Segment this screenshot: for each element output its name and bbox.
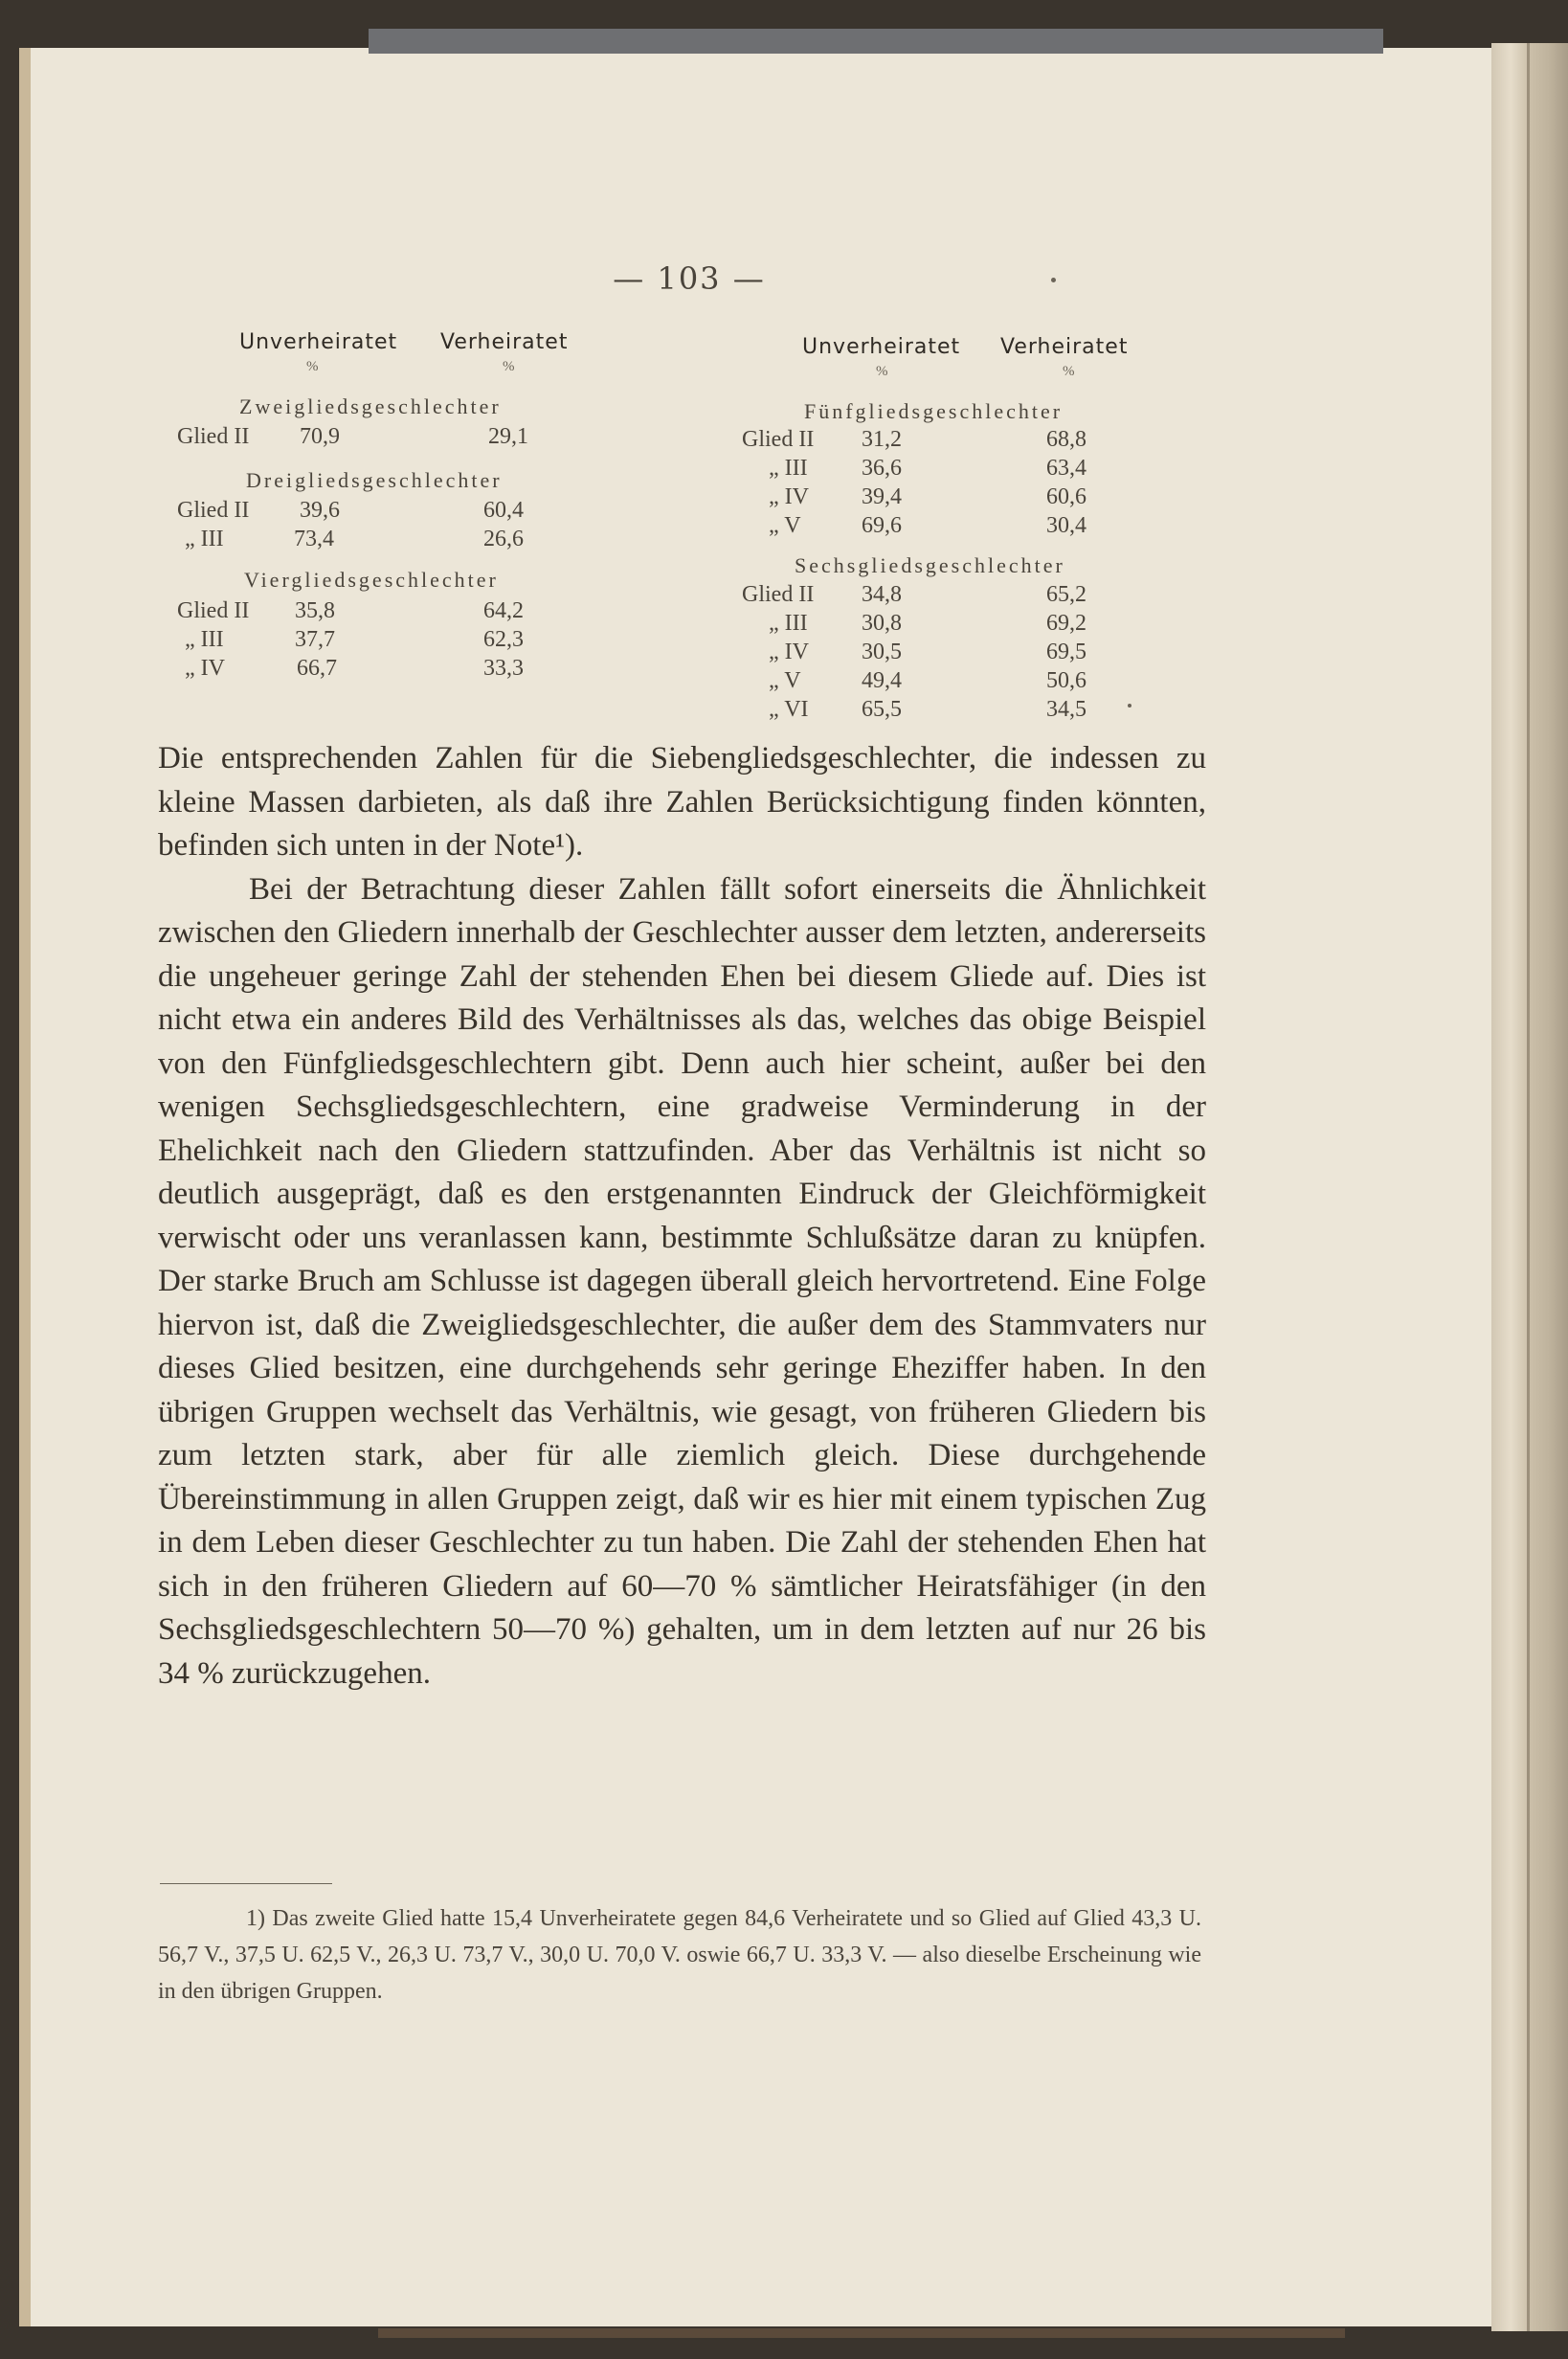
row-label: „ VI (769, 697, 809, 722)
unmarried-value: 35,8 (295, 598, 335, 623)
footnote-rule (160, 1883, 332, 1884)
page-edge-line (1527, 43, 1530, 2331)
row-label: Glied II (742, 427, 815, 452)
column-header-unmarried: Unverheiratet (239, 330, 398, 354)
married-value: 65,2 (1046, 582, 1086, 607)
row-label: „ III (185, 627, 224, 652)
body-text (158, 737, 1206, 1696)
table-row (742, 668, 1144, 697)
unmarried-value: 36,6 (862, 456, 902, 481)
column-header-married: Verheiratet (1000, 335, 1129, 359)
unmarried-value: 69,6 (862, 513, 902, 538)
table-row (742, 640, 1144, 668)
row-label: Glied II (177, 598, 250, 623)
table-row (177, 424, 560, 453)
page-number: — 103 — (613, 260, 766, 297)
table-row (177, 527, 560, 555)
percent-sign-married: % (1063, 364, 1075, 379)
row-label: „ III (185, 527, 224, 551)
married-value: 62,3 (483, 627, 524, 652)
table-row (742, 697, 1144, 726)
row-label: „ IV (769, 484, 809, 509)
married-value: 33,3 (483, 656, 524, 681)
married-value: 68,8 (1046, 427, 1086, 452)
unmarried-value: 30,8 (862, 611, 902, 636)
married-value: 34,5 (1046, 697, 1086, 722)
group-title: Sechsgliedsgeschlechter (795, 553, 1065, 577)
married-value: 60,4 (483, 498, 524, 523)
married-value: 63,4 (1046, 456, 1086, 481)
percent-sign-married: % (503, 359, 515, 374)
table-row (742, 513, 1144, 542)
bottom-scan-band (378, 2328, 1345, 2338)
ink-speck (1128, 704, 1131, 708)
married-value: 30,4 (1046, 513, 1086, 538)
row-label: Glied II (742, 582, 815, 607)
row-label: „ IV (769, 640, 809, 664)
paragraph: Die entsprechenden Zahlen für die Siebengliedsgeschlechter, die indessen zu kleine Massen darbieten, als daß ihre Zahlen Berücksichtigung finden könnten, befinden sich unten in der Note¹). (158, 741, 1206, 863)
footnote (158, 1900, 1201, 2010)
table-row (177, 627, 560, 656)
column-header-married: Verheiratet (440, 330, 569, 354)
married-value: 69,5 (1046, 640, 1086, 664)
unmarried-value: 70,9 (300, 424, 340, 449)
unmarried-value: 39,6 (300, 498, 340, 523)
row-label: „ IV (185, 656, 225, 681)
table-row (177, 656, 560, 685)
unmarried-value: 31,2 (862, 427, 902, 452)
married-value: 29,1 (488, 424, 528, 449)
row-label: „ III (769, 611, 808, 636)
unmarried-value: 73,4 (294, 527, 334, 551)
unmarried-value: 39,4 (862, 484, 902, 509)
right-statistics-table (742, 335, 1163, 737)
unmarried-value: 34,8 (862, 582, 902, 607)
row-label: „ III (769, 456, 808, 481)
table-row (742, 427, 1144, 456)
table-row (742, 484, 1144, 513)
table-row (177, 598, 560, 627)
group-title: Dreigliedsgeschlechter (246, 468, 503, 492)
page-gutter (19, 48, 31, 2326)
percent-sign-unmarried: % (306, 359, 319, 374)
table-row (742, 611, 1144, 640)
table-row (177, 498, 560, 527)
group-title: Fünfgliedsgeschlechter (804, 399, 1064, 423)
percent-sign-unmarried: % (876, 364, 888, 379)
married-value: 60,6 (1046, 484, 1086, 509)
group-title: Zweigliedsgeschlechter (239, 394, 502, 418)
row-label: Glied II (177, 498, 250, 523)
row-label: „ V (769, 668, 801, 693)
top-scan-band (369, 29, 1383, 54)
table-row (742, 582, 1144, 611)
ink-speck (1051, 278, 1056, 282)
left-statistics-table (177, 330, 598, 694)
page-edges (1491, 43, 1568, 2331)
group-title: Viergliedsgeschlechter (244, 568, 499, 592)
married-value: 26,6 (483, 527, 524, 551)
married-value: 64,2 (483, 598, 524, 623)
married-value: 50,6 (1046, 668, 1086, 693)
paragraph: Bei der Betrachtung dieser Zahlen fällt sofort einerseits die Ähnlichkeit zwischen den Gliedern innerhalb der Geschlechter ausser dem letzten, andererseits die ungeheuer geringe Zahl der stehenden Ehen bei diesem Gliede auf. Dies ist nicht etwa ein anderes Bild des Verhältnisses als das, welches das obige Beispiel von den Fünfgliedsgeschlechtern gibt. Denn auch hier scheint, außer bei den wenigen Sechsgliedsgeschlechtern, eine gradweise Verminderung in der Ehelichkeit nach den Gliedern stattzufinden. Aber das Verhältnis ist nicht so deutlich ausgeprägt, daß es den erstgenannten Eindruck der Gleichförmigkeit verwischt oder uns veranlassen kann, bestimmte Schlußsätze daran zu knüpfen. Der starke Bruch am Schlusse ist dagegen überall gleich hervortretend. Eine Folge hiervon ist, daß die Zweigliedsgeschlechter, die außer dem des Stammvaters nur dieses Glied besitzen, eine durchgehends sehr geringe Eheziffer haben. In den übrigen Gruppen wechselt das Verhältnis, wie gesagt, von früheren Gliedern bis zum letzten stark, aber für alle ziemlich gleich. Diese durchgehende Übereinstimmung in allen Gruppen zeigt, daß wir es hier mit einem typischen Zug in dem Leben dieser Geschlechter zu tun haben. Die Zahl der stehenden Ehen hat sich in den früheren Gliedern auf 60—70 % sämtlicher Heiratsfähiger (in den Sechsgliedsgeschlechtern 50—70 %) gehalten, um in dem letzten auf nur 26 bis 34 % zurückzugehen. (158, 871, 1206, 1691)
column-header-unmarried: Unverheiratet (802, 335, 961, 359)
row-label: „ V (769, 513, 801, 538)
unmarried-value: 66,7 (297, 656, 337, 681)
unmarried-value: 49,4 (862, 668, 902, 693)
unmarried-value: 37,7 (295, 627, 335, 652)
table-row (742, 456, 1144, 484)
married-value: 69,2 (1046, 611, 1086, 636)
footnote-text: 1) Das zweite Glied hatte 15,4 Unverheiratete gegen 84,6 Verheiratete und so Glied auf Glied 43,3 U. 56,7 V., 37,5 U. 62,5 V., 26,3 U. 73,7 V., 30,0 U. 70,0 V. oswie 66,7 U. 33,3 V. — also dieselbe Erscheinung wie in den übrigen Gruppen. (158, 1906, 1201, 2004)
unmarried-value: 65,5 (862, 697, 902, 722)
row-label: Glied II (177, 424, 250, 449)
unmarried-value: 30,5 (862, 640, 902, 664)
